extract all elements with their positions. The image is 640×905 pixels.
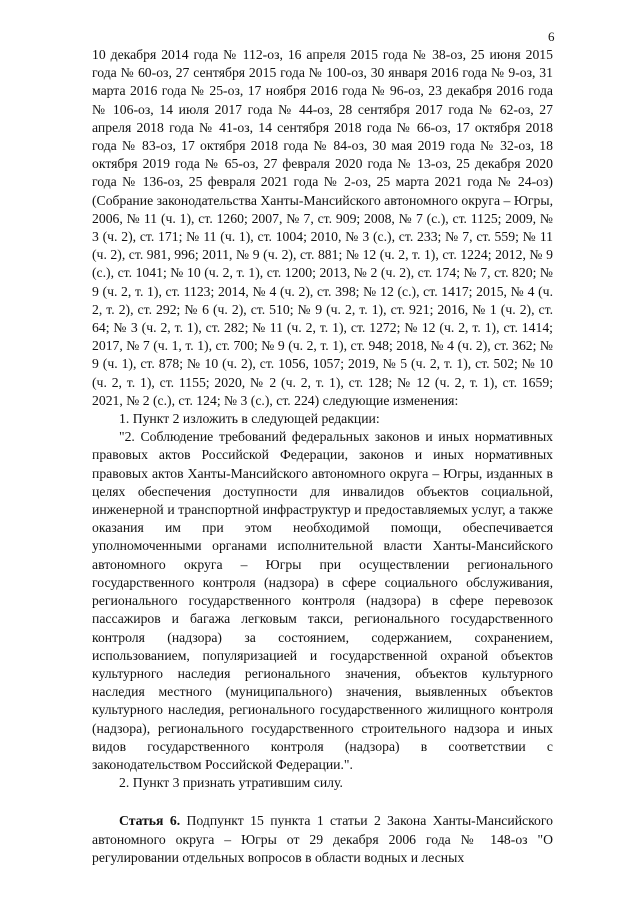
paragraph-gap xyxy=(92,792,553,812)
article-6-text: Подпункт 15 пункта 1 статьи 2 Закона Ханты-Мансийского автономного округа – Югры от 29 декабря 2006 года № 148-оз "О регулировании отдельных вопросов в области водных и лесных xyxy=(92,813,554,865)
document-body xyxy=(92,46,553,867)
amendment-item-1: 1. Пункт 2 изложить в следующей редакции: xyxy=(119,411,380,427)
amendment-item-2: 2. Пункт 3 признать утратившим силу. xyxy=(119,775,343,791)
article-6-heading: Статья 6. xyxy=(119,813,181,829)
amendments-citation-paragraph: 10 декабря 2014 года № 112-оз, 16 апреля 2015 года № 38-оз, 25 июня 2015 года № 60-оз, 27 сентября 2015 года № 100-оз, 30 января 2016 года № 9-оз, 31 марта 2016 года № 25-оз, 17 ноября 2016 года № 96-оз, 23 декабря 2016 года № 106-оз, 14 июля 2017 года № 44-оз, 28 сентября 2017 года № 62-оз, 27 апреля 2018 года № 41-оз, 14 сентября 2018 года № 66-оз, 17 октября 2018 года № 83-оз, 17 октября 2018 года № 84-оз, 30 мая 2019 года № 32-оз, 18 октября 2019 года № 65-оз, 27 февраля 2020 года № 13-оз, 25 декабря 2020 года № 136-оз, 25 февраля 2021 года № 2-оз, 25 марта 2021 года № 24-оз) (Собрание законодательства Ханты-Мансийского автономного округа – Югры, 2006, № 11 (ч. 1), ст. 1260; 2007, № 7, ст. 909; 2008, № 7 (с.), ст. 1125; 2009, № 3 (ч. 2), ст. 171; № 11 (ч. 1), ст. 1004; 2010, № 3 (с.), ст. 233; № 7, ст. 559; № 11 (ч. 2), ст. 981, 996; 2011, № 9 (ч. 2), ст. 881; № 12 (ч. 2, т. 1), ст. 1224; 2012, № 9 (с.), ст. 1041; № 10 (ч. 2, т. 1), ст. 1200; 2013, № 2 (ч. 2), ст. 174; № 7, ст. 820; № 9 (ч. 2, т. 1), ст. 1123; 2014, № 4 (ч. 2), ст. 398; № 12 (с.), ст. 1417; 2015, № 4 (ч. 2, т. 2), ст. 292; № 6 (ч. 2), ст. 510; № 9 (ч. 2, т. 1), ст. 921; 2016, № 1 (ч. 2), ст. 64; № 3 (ч. 2, т. 1), ст. 282; № 11 (ч. 2, т. 1), ст. 1272; № 12 (ч. 2, т. 1), ст. 1414; 2017, № 7 (ч. 1, т. 1), ст. 700; № 9 (ч. 2, т. 1), ст. 948; 2018, № 4 (ч. 2), ст. 362; № 9 (ч. 1), ст. 878; № 10 (ч. 2), ст. 1056, 1057; 2019, № 5 (ч. 2, т. 1), ст. 502; № 10 (ч. 2, т. 1), ст. 1155; 2020, № 2 (ч. 2, т. 1), ст. 128; № 12 (ч. 2, т. 1), ст. 1659; 2021, № 2 (с.), ст. 124; № 3 (с.), ст. 224) следующие изменения: xyxy=(92,47,553,408)
article-6-paragraph xyxy=(92,812,553,867)
page-number: 6 xyxy=(548,29,555,44)
amendment-quoted-text: "2. Соблюдение требований федеральных законов и иных нормативных правовых актов Российской Федерации, законов и иных нормативных правовых актов Ханты-Мансийского автономного округа – Югры, изданных в целях обеспечения доступности для инвалидов объектов социальной, инженерной и транспортной инфраструктур и предоставляемых услуг, а также оказания им при этом необходимой помощи, обеспечивается уполномоченными органами исполнительной власти Ханты-Мансийского автономного округа – Югры при осуществлении регионального государственного контроля (надзора) в сфере социального обслуживания, регионального государственного контроля (надзора) в сфере перевозок пассажиров и багажа легковым такси, регионального государственного контроля (надзора) за состоянием, содержанием, сохранением, использованием, популяризацией и государственной охраной объектов культурного наследия регионального значения, объектов культурного наследия местного (муниципального) значения, выявленных объектов культурного наследия, регионального государственного жилищного контроля (надзора), регионального государственного строительного надзора и иных видов государственного контроля (надзора) в соответствии с законодательством Российской Федерации.". xyxy=(92,429,553,772)
